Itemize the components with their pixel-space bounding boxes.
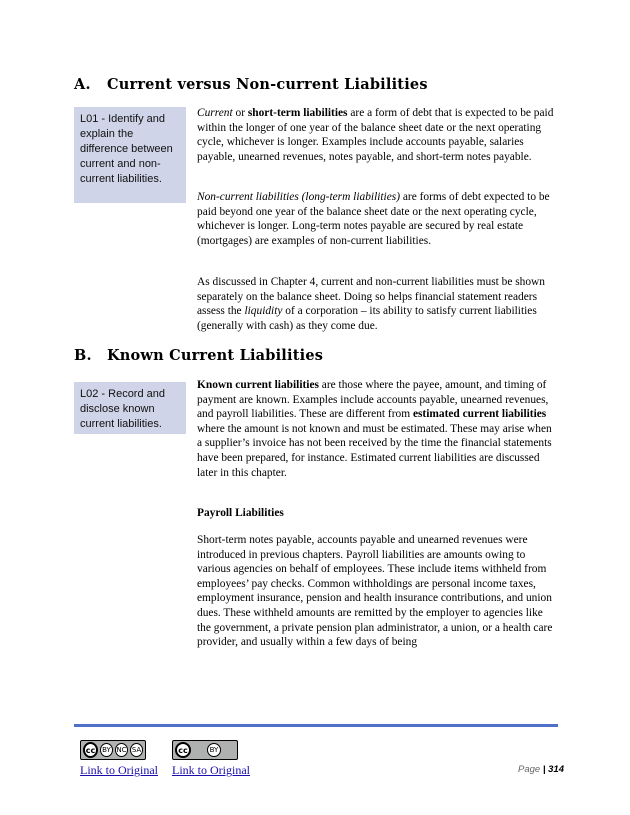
text: where the amount is not known and must be estimated. These may arise when a supplier’s invoice has not been received by the time the financial statements have been prepared, for instance. Estimated current liabilities are discussed later in this chapter.: [197, 422, 552, 479]
learning-objective-1-text: L01 - Identify and explain the difference between current and non-current liabilities.: [80, 113, 173, 185]
paragraph-current-liabilities: [197, 106, 559, 164]
cc-by-nc-sa-badge[interactable]: [80, 740, 146, 760]
section-a-number: A.: [74, 76, 91, 93]
text: are those where the payee, amount, and timing of payment are known. Examples include accounts payable, unearned revenues, and payroll liabilities. These are different from: [197, 379, 549, 421]
section-a-heading: [74, 76, 428, 93]
payroll-liabilities-subheading: Payroll Liabilities: [197, 507, 284, 519]
footer-rule: [74, 724, 558, 727]
term-non-current: Non-current liabilities (long-term liabilities): [197, 191, 401, 203]
term-current: Current: [197, 107, 233, 119]
paragraph-payroll-liabilities: Short-term notes payable, accounts payable and unearned revenues were introduced in previous chapters. Payroll liabilities are amounts owing to various agencies on behalf of employees. These include items withheld from employees’ pay checks. Common withholdings are personal income taxes, employment insurance, pension and health insurance contributions, and union dues. These withheld amounts are remitted by the employer to agencies like the government, a private pension plan administrator, a union, or a health care provider, and usually within a few days of being: [197, 534, 553, 649]
learning-objective-1: [74, 107, 186, 203]
cc-by-badge[interactable]: [172, 740, 238, 760]
attribution-icon: BY: [207, 743, 221, 757]
term-liquidity: liquidity: [244, 305, 283, 318]
paragraph-known-current-liabilities: [197, 378, 559, 480]
paragraph-non-current-liabilities: [197, 190, 559, 248]
attribution-icon: BY: [100, 743, 113, 757]
paragraph-liquidity: [197, 275, 559, 333]
link-to-original-1[interactable]: Link to Original: [80, 763, 158, 777]
sharealike-icon: SA: [130, 743, 143, 757]
link-to-original-2[interactable]: Link to Original: [172, 763, 250, 777]
section-b-number: B.: [74, 347, 92, 364]
noncommercial-icon: NC: [115, 743, 128, 757]
page-number: [518, 764, 564, 775]
text: of a corporation – its ability to satisfy current liabilities (generally with cash) as they come due.: [197, 305, 537, 332]
text: As discussed in Chapter 4, current and non-current liabilities must be shown separately on the balance sheet. Doing so helps financial statement readers assess the: [197, 276, 545, 318]
term-short-term-liabilities: short-term liabilities: [247, 107, 348, 119]
section-a-title: Current versus Non-current Liabilities: [107, 76, 428, 93]
page-label: Page: [518, 764, 541, 775]
text: are a form of debt that is expected to be paid within the longer of one year of the balance sheet date or the next operating cycle, whichever is longer. Examples include accounts payable, salaries payable, unearned revenues, notes payable, and short-term notes payable.: [197, 107, 554, 163]
learning-objective-2: [74, 382, 186, 434]
cc-icon: cc: [83, 742, 98, 758]
term-known-current-liabilities: Known current liabilities: [197, 379, 319, 391]
text: are forms of debt expected to be paid beyond one year of the balance sheet date or the next operating cycle, whichever is longer. Long-term notes payable are secured by real estate (mortgages) are examples of non-current liabilities.: [197, 191, 550, 247]
term-estimated-current-liabilities: estimated current liabilities: [412, 408, 547, 421]
page-separator: |: [542, 764, 546, 775]
text: or: [232, 107, 248, 119]
cc-icon: cc: [175, 742, 191, 758]
page-number-value: 314: [548, 764, 564, 775]
section-b-heading: [74, 347, 323, 364]
learning-objective-2-text: L02 - Record and disclose known current liabilities.: [80, 388, 165, 430]
section-b-title: Known Current Liabilities: [107, 347, 324, 364]
